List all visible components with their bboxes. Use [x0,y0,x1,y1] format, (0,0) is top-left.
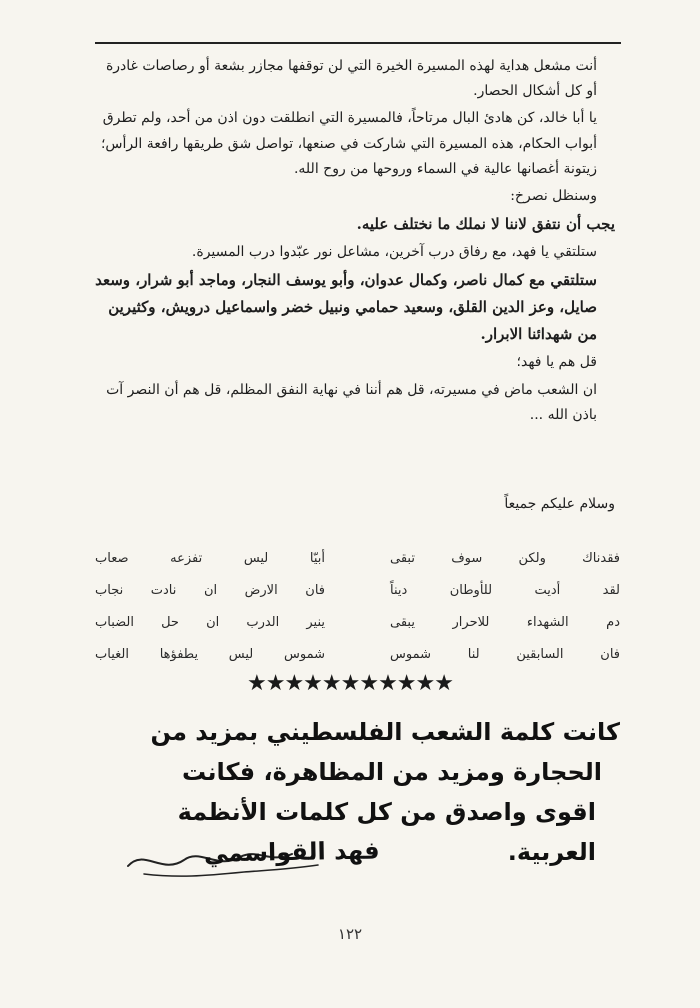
poem [95,542,620,670]
poem-row [95,574,620,606]
paragraph-6: ستلتقي مع كمال ناصر، وكمال عدوان، وأبو يوسف النجار، وماجد أبو شرار، وسعد صايل، وعز الدين القلق، وسعيد حمامي ونبيل خضر واسماعيل درويش، وكثيرين من شهدائنا الابرار. [95,271,597,344]
signature-text: فهد القواسمي [204,836,381,868]
top-divider [95,42,621,44]
main-prose [95,54,615,430]
paragraph-2: يا أبا خالد، كن هادئ البال مرتاحاً، فالمسيرة التي انطلقت دون اذن من أحد، ولم تطرق أبواب الحكام، هذه المسيرة التي شاركت في صنعها، تواصل شق طريقها رافعة الرأس؛ زيتونة أغصانها عالية في السماء وروحها من روح الله. [100,110,597,177]
paragraph-5: ستلتقي يا فهد، مع رفاق درب آخرين، مشاعل نور عبّدوا درب المسيرة. [191,244,597,261]
quote-line-1: كانت كلمة الشعب الفلسطيني بمزيد من [150,718,620,746]
signature [120,830,380,890]
signoff: وسلام عليكم جميعاً [504,496,615,512]
poem-hemistich-left: فان الارض ان نادت نجاب [95,582,325,598]
poem-hemistich-right: لقد أديت للأوطان ديناً [390,582,620,598]
page-number: ١٢٢ [337,925,363,943]
poem-hemistich-right: فقدناك ولكن سوف تبقى [390,550,620,566]
poem-row [95,606,620,638]
poem-hemistich-right: فان السابقين لنا شموس [390,646,620,662]
poem-hemistich-left: أبيّا ليس تفزعه صعاب [95,550,325,566]
poem-hemistich-right: دم الشهداء للاحرار يبقى [390,614,620,630]
poem-row [95,542,620,574]
paragraph-8: ان الشعب ماض في مسيرته، قل هم أننا في نهاية النفق المظلم، قل هم أن النصر آت باذن الله ... [106,381,597,423]
poem-hemistich-left: ينير الدرب ان حل الضباب [95,614,325,630]
paragraph-1: أنت مشعل هداية لهذه المسيرة الخيرة التي لن توقفها مجازر بشعة أو رصاصات غادرة أو كل أشكال الحصار. [105,58,597,100]
poem-row [95,638,620,670]
poem-hemistich-left: شموس ليس يطفؤها الغياب [95,646,325,662]
quote-line-2: الحجارة ومزيد من المظاهرة، فكانت [182,758,602,786]
star-separator: ★★★★★★★★★★★ [247,671,453,696]
paragraph-3: وسنظل نصرخ: [510,187,597,204]
paragraph-7: قل هم يا فهد؛ [516,354,597,371]
quote-line-3: اقوى واصدق من كل كلمات الأنظمة العربية. [177,798,596,866]
paragraph-4: يجب أن نتفق لاننا لا نملك ما نختلف عليه. [356,215,615,234]
